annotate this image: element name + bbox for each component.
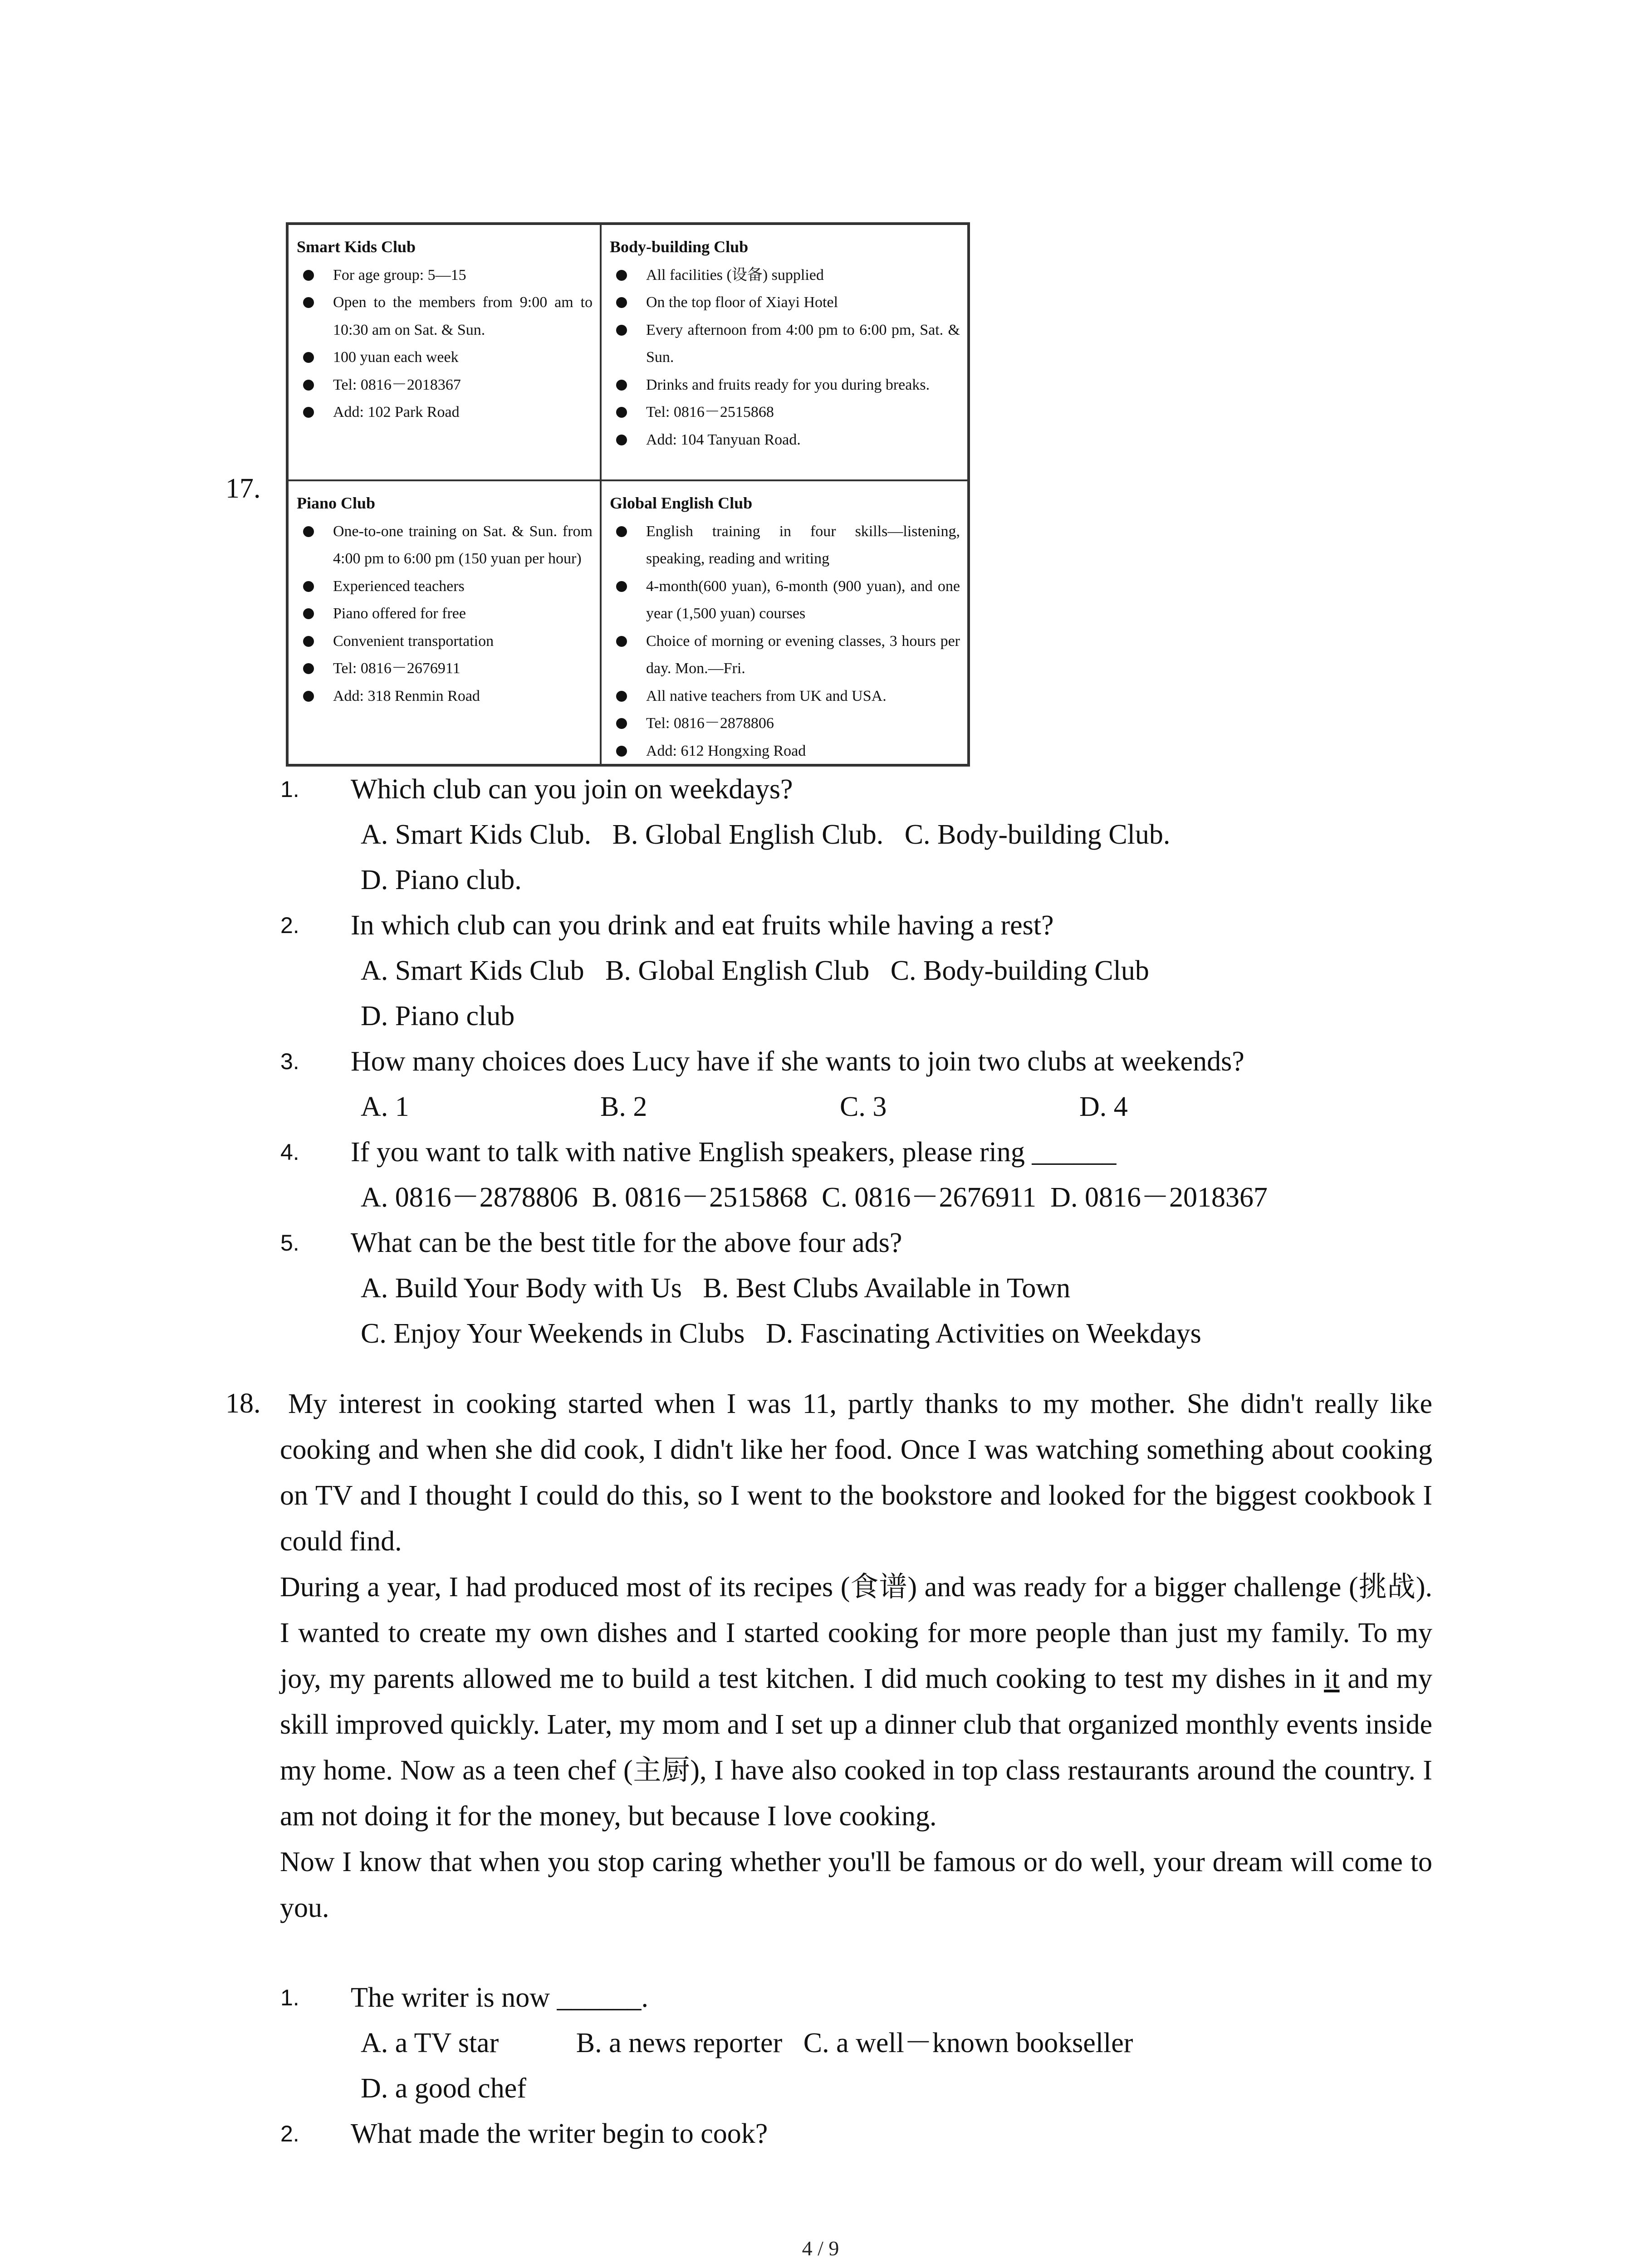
option-line: A. Smart Kids Club. B. Global English Club. C. Body-building Club. [361, 819, 1171, 850]
ad-title: Global English Club [610, 494, 753, 512]
ad-item: 4-month(600 yuan), 6-month (900 yuan), and one year (1,500 yuan) courses [610, 573, 960, 628]
option: C. 3 [840, 1091, 887, 1122]
passage-paragraph: Now I know that when you stop caring whether you'll be famous or do well, your dream will come to you. [280, 1847, 1432, 1923]
ad-item: Tel: 0816－2018367 [297, 371, 593, 399]
ad-item: Add: 104 Tanyuan Road. [610, 426, 960, 454]
sub-question-text: In which club can you drink and eat fruits while having a rest? [351, 910, 1054, 941]
ad-item: Add: 102 Park Road [297, 399, 593, 426]
sub-question-index: 4. [280, 1139, 299, 1165]
club-ads-table [286, 222, 970, 767]
option: D. 4 [1079, 1091, 1128, 1122]
sub-question-text: Which club can you join on weekdays? [351, 774, 793, 805]
ad-item: 100 yuan each week [297, 344, 593, 371]
ad-item: Add: 318 Renmin Road [297, 683, 593, 710]
option-line: C. Enjoy Your Weekends in Clubs D. Fascinating Activities on Weekdays [361, 1318, 1201, 1349]
option-line: A. a TV star B. a news reporter C. a well－known bookseller [361, 2028, 1133, 2058]
sub-question-text: The writer is now ______. [351, 1982, 649, 2013]
ad-body-building-club [602, 225, 967, 481]
passage-paragraph [280, 1564, 1432, 1839]
ad-item: Convenient transportation [297, 628, 593, 655]
sub-question-index: 1. [280, 777, 299, 802]
ad-item: On the top floor of Xiayi Hotel [610, 289, 960, 317]
passage-text: During a year, I had produced most of its recipes (食谱) and was ready for a bigger challenge (挑战). I wanted to create my own dishes and I started cooking for more people than just my family. To my joy, my parents allowed me to build a test kitchen. I did much cooking to test my dishes in [280, 1572, 1432, 1694]
ad-item: All facilities (设备) supplied [610, 262, 960, 289]
option-line: A. 0816－2878806 B. 0816－2515868 C. 0816－2676911 D. 0816－2018367 [361, 1182, 1268, 1213]
option: A. 1 [361, 1091, 409, 1122]
sub-question-index: 2. [280, 913, 299, 938]
option-line: A. Build Your Body with Us B. Best Clubs Available in Town [361, 1273, 1071, 1304]
sub-question-index: 3. [280, 1049, 299, 1074]
ad-item: Add: 612 Hongxing Road [610, 738, 960, 765]
ad-item: Every afternoon from 4:00 pm to 6:00 pm, Sat. & Sun. [610, 317, 960, 371]
passage-text: and my skill improved quickly. Later, my mom and I set up a dinner club that organized monthly events inside my home. Now as a teen chef (主厨), I have also cooked in top class restaurants around the country. I am not doing it for the money, but because I love cooking. [280, 1663, 1432, 1832]
ad-item: Tel: 0816－2878806 [610, 710, 960, 738]
ad-item: For age group: 5—15 [297, 262, 593, 289]
reading-passage [280, 1381, 1432, 1931]
option-line: D. Piano club [361, 1001, 515, 1031]
option-line: D. Piano club. [361, 865, 522, 895]
sub-question-index: 2. [280, 2121, 299, 2146]
question-number: 18. [225, 1388, 261, 1419]
passage-paragraph: My interest in cooking started when I was 11, partly thanks to my mother. She didn't really like cooking and when she did cook, I didn't like her food. Once I was watching something about cooking on TV and I thought I could do this, so I went to the bookstore and looked for the biggest cookbook I could find. [280, 1388, 1432, 1557]
sub-question-text: How many choices does Lucy have if she wants to join two clubs at weekends? [351, 1046, 1244, 1077]
sub-question-text: What made the writer begin to cook? [351, 2118, 768, 2149]
sub-question-text: If you want to talk with native English speakers, please ring ______ [351, 1137, 1117, 1168]
ad-item: One-to-one training on Sat. & Sun. from 4:00 pm to 6:00 pm (150 yuan per hour) [297, 518, 593, 573]
question-number: 17. [225, 473, 261, 504]
option: B. 2 [600, 1091, 647, 1122]
ad-item: Open to the members from 9:00 am to 10:30 am on Sat. & Sun. [297, 289, 593, 344]
ad-item: Tel: 0816－2515868 [610, 399, 960, 426]
ad-item: Drinks and fruits ready for you during breaks. [610, 371, 960, 399]
sub-question-index: 1. [280, 1985, 299, 2010]
ad-item: Experienced teachers [297, 573, 593, 601]
ad-title: Body-building Club [610, 238, 749, 256]
ad-item: Piano offered for free [297, 600, 593, 628]
option-line: D. a good chef [361, 2073, 526, 2104]
ad-title: Piano Club [297, 494, 376, 512]
ad-smart-kids-club [289, 225, 602, 481]
ad-piano-club [289, 481, 602, 765]
ad-item: Choice of morning or evening classes, 3 hours per day. Mon.—Fri. [610, 628, 960, 683]
ad-item: All native teachers from UK and USA. [610, 683, 960, 710]
ad-title: Smart Kids Club [297, 238, 416, 256]
option-line: A. Smart Kids Club B. Global English Club C. Body-building Club [361, 955, 1149, 986]
page-number: 4 / 9 [802, 2237, 839, 2260]
ad-item: English training in four skills—listening, speaking, reading and writing [610, 518, 960, 573]
ad-global-english-club [602, 481, 967, 765]
underlined-word: it [1324, 1663, 1340, 1694]
ad-item: Tel: 0816－2676911 [297, 655, 593, 683]
sub-question-text: What can be the best title for the above four ads? [351, 1227, 902, 1258]
option-row [361, 1084, 1359, 1129]
sub-question-index: 5. [280, 1230, 299, 1256]
